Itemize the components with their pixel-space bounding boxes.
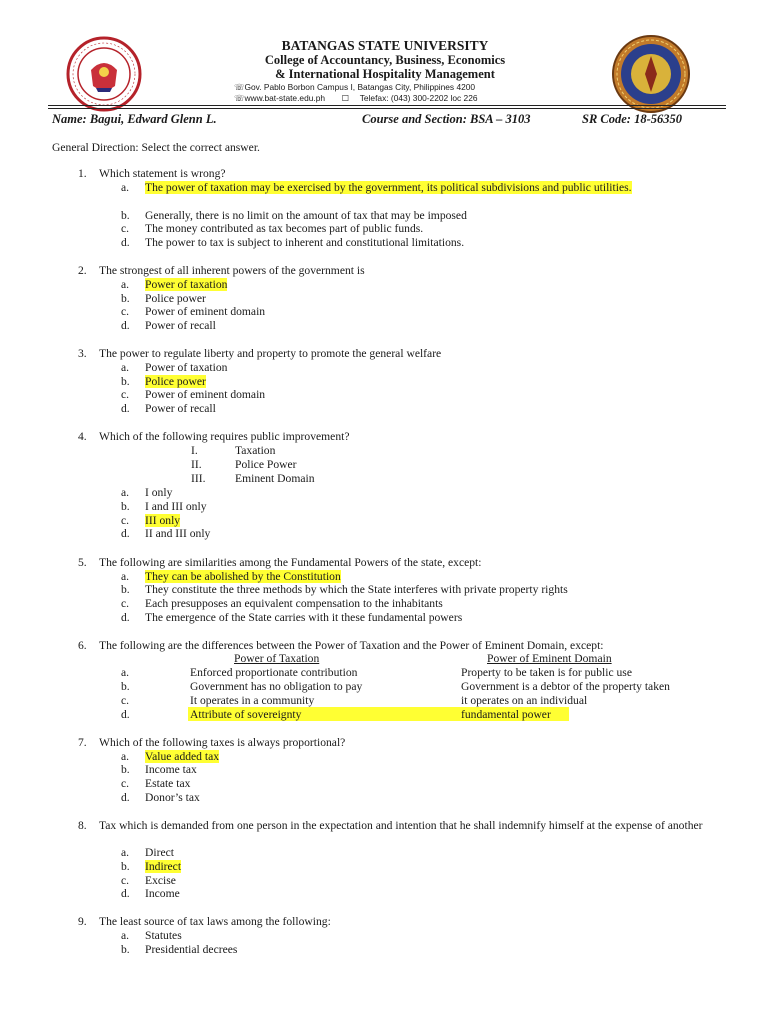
option-letter: d. [121, 527, 130, 540]
eminent-domain-cell: it operates on an individual [461, 694, 588, 707]
option-letter: b. [121, 943, 130, 956]
web-icon: ☏ [234, 93, 245, 103]
student-name: Name: Bagui, Edward Glenn L. [52, 112, 217, 126]
question-number: 3. [78, 347, 87, 360]
option-letter: a. [121, 278, 130, 291]
taxation-cell-highlighted: Attribute of sovereignty [190, 708, 302, 721]
option-letter: a. [121, 846, 130, 859]
question-text: The following are the differences between the Power of Taxation and the Power of Eminent Domain, except: [99, 639, 604, 652]
option-letter: b. [121, 763, 130, 776]
option-text [145, 860, 181, 874]
option-letter: b. [121, 292, 130, 305]
roman-numeral: II. [191, 458, 202, 471]
question-text: Which statement is wrong? [99, 167, 226, 180]
option-letter: d. [121, 708, 130, 721]
general-direction: General Direction: Select the correct answer. [52, 141, 260, 154]
option-text: Power of eminent domain [145, 305, 266, 318]
taxation-cell: Government has no obligation to pay [190, 680, 363, 693]
university-name: BATANGAS STATE UNIVERSITY [281, 38, 489, 53]
option-letter: c. [121, 777, 130, 790]
option-text: Income tax [145, 763, 197, 776]
option-letter: a. [121, 486, 130, 499]
question-text: Tax which is demanded from one person in the expectation and intention that he shall indemnify himself at the expense of another [99, 819, 703, 832]
location-icon: ☏ [234, 82, 245, 92]
roman-numeral: III. [191, 472, 206, 485]
eminent-domain-cell-highlighted: fundamental power [461, 708, 551, 721]
option-text [145, 278, 227, 292]
option-text: Generally, there is no limit on the amount of tax that may be imposed [145, 209, 467, 222]
option-text: Power of eminent domain [145, 388, 266, 401]
website-text: www.bat-state.edu.ph [244, 93, 326, 103]
question-number: 7. [78, 736, 87, 749]
option-text [145, 375, 206, 389]
question-text: The strongest of all inherent powers of the government is [99, 264, 365, 277]
option-letter: d. [121, 236, 130, 249]
option-letter: c. [121, 874, 130, 887]
option-letter: c. [121, 222, 130, 235]
roman-numeral: I. [191, 444, 198, 457]
option-text: I and III only [145, 500, 207, 513]
question-number: 6. [78, 639, 87, 652]
option-letter: b. [121, 860, 130, 873]
option-letter: a. [121, 666, 130, 679]
option-text-highlighted: The power of taxation may be exercised by the government, its political subdivisions and public utilities. [145, 181, 632, 194]
option-text: Police power [145, 292, 206, 305]
option-text: The emergence of the State carries with it these fundamental powers [145, 611, 463, 624]
option-text: I only [145, 486, 173, 499]
roman-item-text: Taxation [235, 444, 276, 457]
option-text: Power of recall [145, 319, 216, 332]
option-text-highlighted: Police power [145, 375, 206, 388]
option-text: Excise [145, 874, 176, 887]
column-header-eminent-domain: Power of Eminent Domain [487, 652, 612, 665]
option-text: Each presupposes an equivalent compensation to the inhabitants [145, 597, 443, 610]
sr-code: SR Code: 18-56350 [582, 112, 682, 126]
header-divider-bottom [48, 108, 726, 109]
eminent-domain-cell: Government is a debtor of the property taken [461, 680, 670, 693]
option-text: Statutes [145, 929, 182, 942]
option-letter: d. [121, 887, 130, 900]
option-letter: c. [121, 305, 130, 318]
option-text: Power of taxation [145, 361, 228, 374]
option-text: Estate tax [145, 777, 191, 790]
option-letter: a. [121, 929, 130, 942]
option-letter: b. [121, 500, 130, 513]
option-text: Presidential decrees [145, 943, 238, 956]
eminent-domain-cell: Property to be taken is for public use [461, 666, 632, 679]
college-seal [611, 34, 691, 114]
option-letter: b. [121, 680, 130, 693]
taxation-cell: Enforced proportionate contribution [190, 666, 358, 679]
option-letter: a. [121, 361, 130, 374]
roman-item-text: Police Power [235, 458, 297, 471]
option-text: Direct [145, 846, 174, 859]
option-letter: d. [121, 791, 130, 804]
question-text: Which of the following taxes is always proportional? [99, 736, 346, 749]
option-letter: d. [121, 319, 130, 332]
taxation-cell: It operates in a community [190, 694, 315, 707]
question-text: The following are similarities among the Fundamental Powers of the state, except: [99, 556, 482, 569]
option-text-highlighted: III only [145, 514, 181, 527]
question-number: 2. [78, 264, 87, 277]
address-line [234, 82, 475, 92]
option-letter: a. [121, 750, 130, 763]
option-text [145, 181, 715, 195]
option-text [145, 514, 180, 528]
option-text: They constitute the three methods by which the State interferes with private property rights [145, 583, 568, 596]
question-text: The least source of tax laws among the following: [99, 915, 331, 928]
roman-item-text: Eminent Domain [235, 472, 315, 485]
option-letter: b. [121, 375, 130, 388]
option-letter: a. [121, 570, 130, 583]
question-text: Which of the following requires public improvement? [99, 430, 350, 443]
option-letter: b. [121, 209, 130, 222]
option-letter: c. [121, 597, 130, 610]
address-text: Gov. Pablo Borbon Campus I, Batangas City, Philippines 4200 [244, 82, 476, 92]
college-name-line1: College of Accountancy, Business, Economics [264, 53, 506, 67]
header-divider-top [48, 105, 726, 106]
option-text-highlighted: Indirect [145, 860, 182, 873]
option-text-highlighted: Value added tax [145, 750, 220, 763]
telefax-text: Telefax: (043) 300-2202 loc 226 [359, 93, 478, 103]
question-text: The power to regulate liberty and property to promote the general welfare [99, 347, 442, 360]
option-letter: c. [121, 694, 130, 707]
option-letter: b. [121, 583, 130, 596]
option-letter: d. [121, 611, 130, 624]
question-number: 4. [78, 430, 87, 443]
option-letter: a. [121, 181, 130, 194]
option-text: The money contributed as tax becomes part of public funds. [145, 222, 424, 235]
option-letter: d. [121, 402, 130, 415]
question-number: 9. [78, 915, 87, 928]
question-number: 5. [78, 556, 87, 569]
batangas-state-university-seal [66, 36, 142, 112]
question-number: 8. [78, 819, 87, 832]
college-name-line2: & International Hospitality Management [275, 67, 495, 81]
option-text: Power of recall [145, 402, 216, 415]
course-section: Course and Section: BSA – 3103 [362, 112, 531, 126]
option-text [145, 750, 219, 764]
option-text [145, 570, 341, 584]
option-text: Income [145, 887, 180, 900]
option-text-highlighted: They can be abolished by the Constitution [145, 570, 341, 583]
option-text: Donor’s tax [145, 791, 200, 804]
column-header-taxation: Power of Taxation [234, 652, 320, 665]
option-text-highlighted: Power of taxation [145, 278, 228, 291]
option-letter: c. [121, 514, 130, 527]
question-number: 1. [78, 167, 87, 180]
option-text: The power to tax is subject to inherent and constitutional limitations. [145, 236, 465, 249]
checkbox-icon: ☐ [341, 93, 350, 103]
option-letter: c. [121, 388, 130, 401]
contact-line [234, 93, 478, 103]
option-text: II and III only [145, 527, 211, 540]
